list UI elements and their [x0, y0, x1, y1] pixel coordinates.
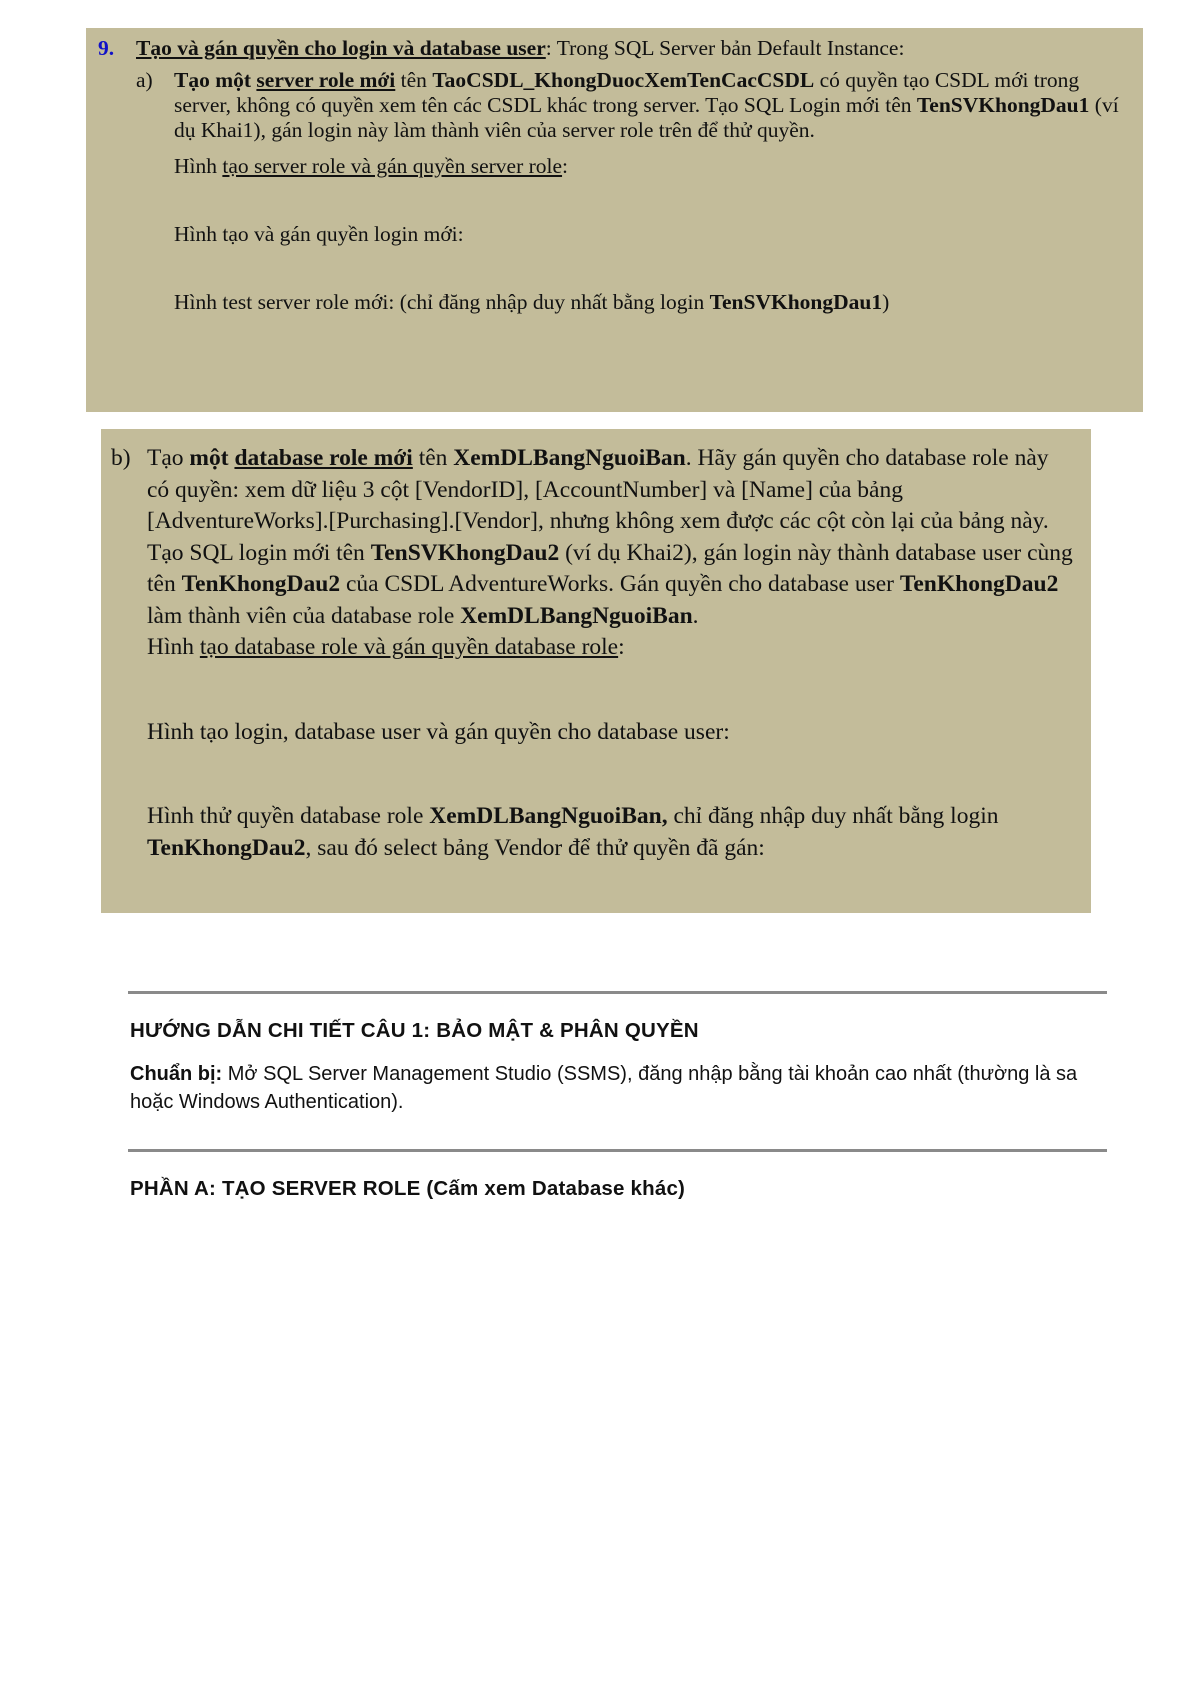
fig-prefix: Hình [147, 634, 200, 660]
fig-mid: chỉ đăng nhập duy nhất bằng login [667, 803, 999, 829]
part-a-heading: PHẦN A: TẠO SERVER ROLE (Cấm xem Database khác) [130, 1177, 686, 1200]
part-b-text-6: . Hãy gán quyền cho database role này có quyền: xem dữ liệu 3 cột [VendorID], [AccountNumber] và [Name] của bảng [AdventureWorks].[Purchasing].[Vendor], nhưng không xem được các cột còn lại của bảng này. Tạo SQL login mới tên [147, 445, 1049, 566]
fig-underlined: tạo database role và gán quyền database role [199, 634, 619, 660]
part-a-figure-1-caption [174, 154, 1129, 179]
part-a-figure-2-caption: Hình tạo và gán quyền login mới: [174, 222, 464, 246]
task-9-title-rest: : Trong SQL Server bản Default Instance: [545, 36, 905, 60]
fig-prefix: Hình test server role mới: (chỉ đăng nhập duy nhất bằng login [174, 290, 710, 314]
part-b-text-10: của CSDL AdventureWorks. Gán quyền cho database user [340, 571, 900, 597]
part-a-text-3: tên [395, 68, 433, 92]
fig-suffix: ) [882, 290, 890, 314]
part-b-figure-2-caption: Hình tạo login, database user và gán quyền cho database user: [147, 718, 730, 745]
task-9-title: Tạo và gán quyền cho login và database user [136, 36, 546, 60]
prep-label: Chuẩn bị: [130, 1063, 223, 1085]
login-name-1: TenSVKhongDau1 [916, 93, 1090, 117]
db-user-name: TenKhongDau2 [899, 571, 1059, 597]
divider [128, 1149, 1107, 1152]
part-b-text-1: Tạo [147, 445, 190, 471]
part-a-label: a) [136, 68, 153, 92]
preparation-note [130, 1060, 1090, 1116]
part-b-text-14: . [692, 602, 699, 629]
part-b-label: b) [111, 445, 131, 471]
part-b-figure-1-caption [111, 632, 1073, 664]
fig-prefix: Hình thử quyền database role [147, 803, 430, 829]
part-a-text-7: (ví dụ Khai1), gán login này làm thành viên của server role trên để thử quyền. [174, 93, 1119, 142]
fig-underlined: tạo server role và gán quyền server role [222, 154, 563, 178]
fig-prefix: Hình [174, 154, 223, 178]
task-number: 9. [98, 36, 115, 60]
task-9-box [86, 28, 1143, 412]
db-user-name: TenKhongDau2 [181, 571, 341, 597]
part-b-text-8: (ví dụ Khai2), gán login này thành database user cùng tên [147, 539, 1073, 597]
divider [128, 991, 1107, 994]
part-a-text-5: có quyền tạo CSDL mới trong server, không có quyền xem tên các CSDL khác trong server. Tạo SQL Login mới tên [174, 68, 1080, 117]
fig-suffix: : [562, 154, 569, 178]
server-role-term: server role mới [256, 68, 396, 92]
part-b-bold-2: một [189, 445, 235, 471]
server-role-name: TaoCSDL_KhongDuocXemTenCacCSDL [432, 68, 815, 92]
fig-user-name: TenKhongDau2 [147, 834, 306, 861]
part-b-box [101, 429, 1091, 913]
part-a-bold-1: Tạo một [174, 68, 257, 92]
database-role-name: XemDLBangNguoiBan [460, 602, 693, 629]
database-role-term: database role mới [234, 445, 413, 471]
part-b-figure-3-caption [111, 801, 1073, 864]
part-b-text [111, 443, 1073, 632]
prep-text: Mở SQL Server Management Studio (SSMS), đăng nhập bằng tài khoản cao nhất (thường là sa hoặc Windows Authentication). [130, 1063, 1078, 1113]
fig-role-name: XemDLBangNguoiBan, [429, 803, 668, 829]
database-role-name: XemDLBangNguoiBan [453, 445, 686, 471]
fig-login-name: TenSVKhongDau1 [709, 290, 883, 314]
task-9-heading [98, 36, 1129, 61]
part-b-text-12: làm thành viên của database role [147, 602, 461, 629]
part-a-figure-3-caption [174, 290, 1129, 315]
login-name-2: TenSVKhongDau2 [370, 539, 560, 566]
fig-suffix: , sau đó select bảng Vendor để thử quyền đã gán: [305, 834, 765, 861]
guide-title: HƯỚNG DẪN CHI TIẾT CÂU 1: BẢO MẬT & PHÂN QUYỀN [130, 1019, 699, 1042]
fig-suffix: : [618, 634, 625, 660]
part-b-text-4: tên [412, 445, 454, 471]
part-a-text [136, 68, 1129, 143]
